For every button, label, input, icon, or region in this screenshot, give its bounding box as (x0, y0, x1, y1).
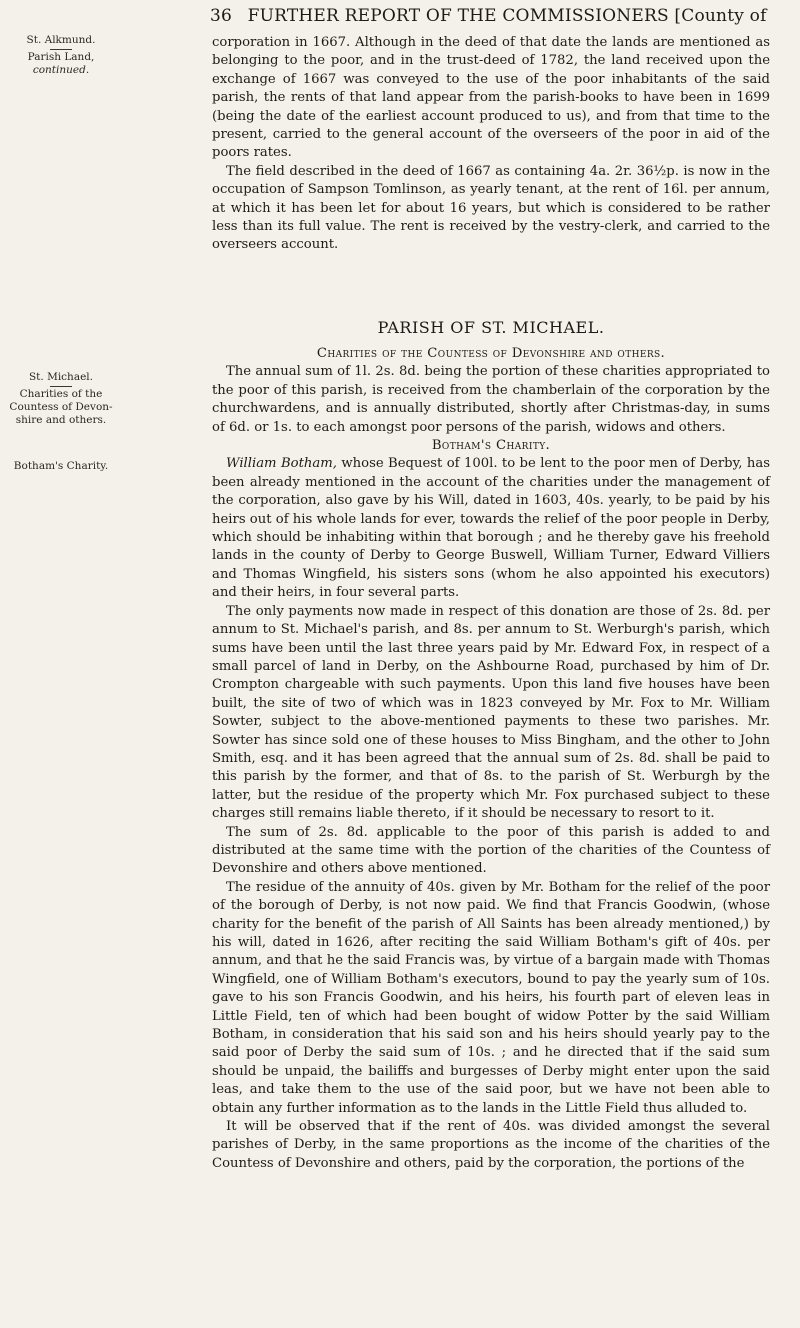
header-county: [County of (674, 6, 767, 26)
margin-title: Botham's Charity. (13, 460, 109, 472)
paragraph: The only payments now made in respect of this donation are those of 2s. 8d. per annum to St. Michael's parish, and 8s. per annum to St. Werburgh's parish, which sums have been until the last three years paid by Mr. Edward Fox, in respect of a small parcel of land in Derby, on the Ashbourne Road, purchased by him of Dr. Crompton chargeable with such payments. Upon this land five houses have been built, the site of two of which was in 1823 conveyed by Mr. Fox to Mr. William Sowter, subject to the above-mentioned payments to these two parishes. Mr. Sowter has since sold one of these houses to Miss Bingham, and the other to John Smith, esq. and it has been agreed that the annual sum of 2s. 8d. shall be paid to this parish by the former, and that of 8s. to the parish of St. Werburgh by the latter, but the residue of the property which Mr. Fox purchased subject to these charges still remains liable thereto, if it should be necessary to resort to it. (212, 603, 770, 822)
margin-subtitle: Charities of the Countess of Devon-shire and others. (9, 388, 113, 426)
subheading: Botham's Charity. (431, 438, 551, 454)
paragraph-text: whose Bequest of 100l. to be lent to the poor men of Derby, has been already mentioned in the account of the charities under the management of the corporation, also gave by his Will, dated in 1603, 40s. yearly, to be paid by his heirs out of his whole lands for ever, towards the relief of the poor people in Derby, which should be inhabiting within that borough ; and he thereby gave his freehold lands in the county of Derby to George Buswell, William Turner, Edward Villiers and Thomas Wingfield, his sisters sons (whom he also appointed his executors) and their heirs, in four several parts. (212, 456, 770, 601)
paragraph: The annual sum of 1l. 2s. 8d. being the portion of these charities appropriated to the poor of this parish, is received from the chamberlain of the corporation by the churchwardens, and is annually distributed, shortly after Christmas-day, in sums of 6d. or 1s. to each amongst poor persons of the parish, widows and others. (212, 364, 770, 435)
person-name: William Botham, (226, 456, 337, 472)
margin-note-st-michael (6, 371, 116, 427)
paragraph: The field described in the deed of 1667 as containing 4a. 2r. 36½p. is now in the occupation of Sampson Tomlinson, as yearly tenant, at the rent of 16l. per annum, at which it has been let for about 16 years, but which is considered to be rather less than its full value. The rent is received by the vestry-clerk, and carried to the overseers account. (212, 163, 770, 253)
section-michael-text (212, 345, 770, 1173)
margin-rule (50, 49, 72, 50)
margin-continued: continued. (32, 64, 90, 76)
paragraph (212, 455, 770, 602)
margin-note-bothams-charity (6, 460, 116, 473)
margin-title: St. Alkmund. (26, 34, 96, 46)
page-number: 36 (210, 6, 233, 26)
running-header (210, 6, 770, 26)
section-title-st-michael: PARISH OF ST. MICHAEL. (377, 318, 605, 337)
margin-subtitle: Parish Land, (27, 51, 95, 63)
margin-rule (50, 386, 72, 387)
paragraph: The sum of 2s. 8d. applicable to the poor of this parish is added to and distributed at the same time with the portion of the charities of the Countess of Devonshire and others above mentioned. (212, 824, 770, 877)
subheading: Charities of the Countess of Devonshire and others. (316, 346, 666, 361)
margin-title: St. Michael. (28, 371, 93, 383)
paragraph: It will be observed that if the rent of 40s. was divided amongst the several parishes of Derby, in the same proportions as the income of the charities of the Countess of Devonshire and others, paid by the corporation, the portions of the (212, 1119, 770, 1171)
section-alkmund-text (212, 34, 770, 255)
paragraph: The residue of the annuity of 40s. given by Mr. Botham for the relief of the poor of the borough of Derby, is not now paid. We find that Francis Goodwin, (whose charity for the benefit of the parish of All Saints has been already mentioned,) by his will, dated in 1626, after reciting the said William Botham's gift of 40s. per annum, and that he the said Francis was, by virtue of a bargain made with Thomas Wingfield, one of William Botham's executors, bound to pay the yearly sum of 10s. gave to his son Francis Goodwin, and his heirs, his fourth part of eleven leas in Little Field, ten of which had been bought of widow Potter by the said William Botham, in consideration that his said son and his heirs should yearly pay to the said poor of Derby the said sum of 10s. ; and he directed that if the said sum should be unpaid, the bailiffs and burgesses of Derby might enter upon the said leas, and take them to the use of the said poor, but we have not been able to obtain any further information as to the lands in the Little Field thus alluded to. (212, 879, 770, 1116)
header-title: FURTHER REPORT OF THE COMMISSIONERS (247, 6, 669, 26)
margin-note-st-alkmund (6, 34, 116, 77)
paragraph: corporation in 1667. Although in the deed of that date the lands are mentioned as belonging to the poor, and in the trust-deed of 1782, the land received upon the exchange of 1667 was conveyed to the use of the poor inhabitants of the said parish, the rents of that land appear from the parish-books to have been in 1699 (being the date of the earliest account produced to us), and from that time to the present, carried to the general account of the overseers of the poor in aid of the poors rates. (212, 35, 770, 161)
